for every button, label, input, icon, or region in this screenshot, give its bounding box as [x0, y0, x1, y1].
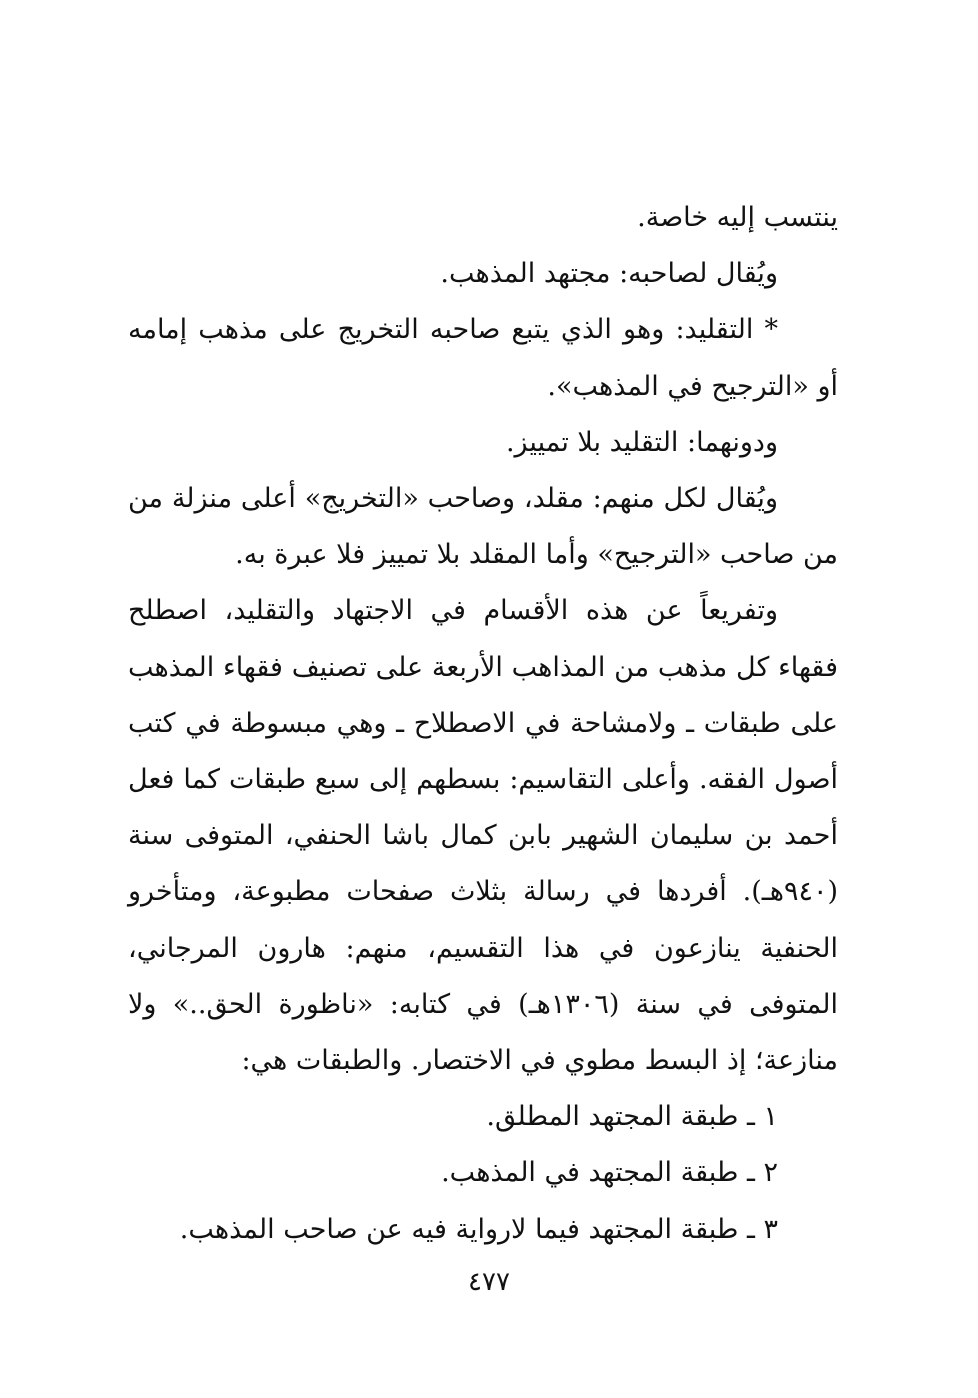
- body-text: [128, 190, 838, 1258]
- paragraph-continuation: ينتسب إليه خاصة.: [637, 202, 838, 233]
- paragraph-taqlid-without-tamyiz: ودونهما: التقليد بلا تمييز.: [505, 426, 778, 458]
- paragraph-tabaqat: وتفريعاً عن هذه الأقسام في الاجتهاد والتقليد، اصطلح فقهاء كل مذهب من المذاهب الأربعة على تصنيف فقهاء المذهب على طبقات ـ ولامشاحة في الاصطلاح ـ وهي مبسوطة في كتب أصول الفقه. وأعلى التقاسيم: بسطهم إلى سبع طبقات كما فعل أحمد بن سليمان الشهير بابن كمال باشا الحنفي، المتوفى سنة (٩٤٠هـ). أفردها في رسالة بثلاث صفحات مطبوعة، ومتأخرو الحنفية ينازعون في هذا التقسيم، منهم: هارون المرجاني، المتوفى في سنة (١٣٠٦هـ) في كتابه: «ناظورة الحق..» ولا منازعة؛ إذ البسط مطوي في الاختصار. والطبقات هي:: [128, 595, 838, 1077]
- paragraph-muqallid: ويُقال لكل منهم: مقلد، وصاحب «التخريج» أعلى منزلة من من صاحب «الترجيح» وأما المقلد بلا تمييز فلا عبرة به.: [128, 483, 838, 571]
- list-item: ٢ ـ طبقة المجتهد في المذهب.: [441, 1157, 778, 1189]
- page-number: ٤٧٧: [468, 1267, 510, 1297]
- paragraph-mujtahid-madhhab: ويُقال لصاحبه: مجتهد المذهب.: [440, 258, 778, 290]
- list-item: ٣ ـ طبقة المجتهد فيما لارواية فيه عن صاحب المذهب.: [179, 1213, 778, 1245]
- paragraph-taqlid: * التقليد: وهو الذي يتبع صاحبه التخريج على مذهب إمامه أو «الترجيح في المذهب».: [128, 314, 838, 402]
- list-item: ١ ـ طبقة المجتهد المطلق.: [486, 1101, 778, 1133]
